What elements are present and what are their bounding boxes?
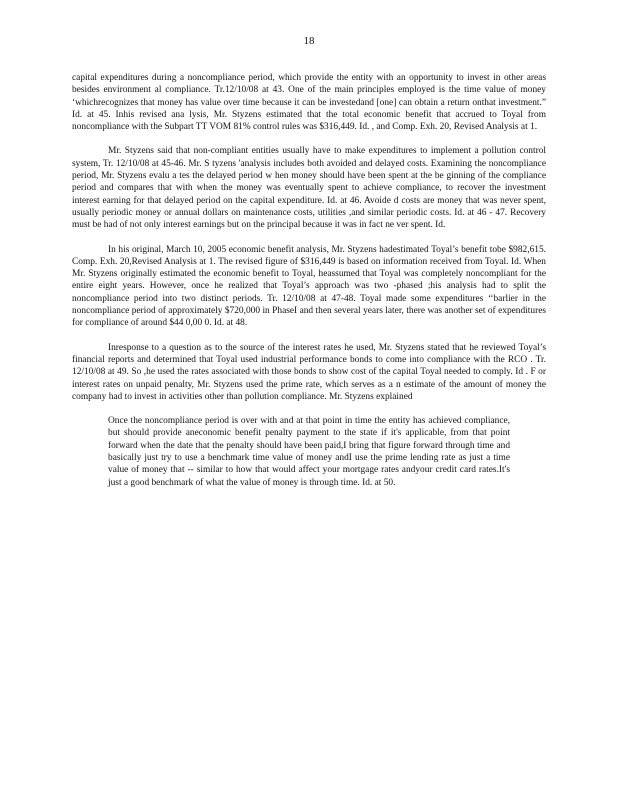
paragraph-1: capital expenditures during a noncompliance period, which provide the entity with an opportunity to invest in other areas besides environment al compliance. Tr.12/10/08 at 43. One of the main principles employed is the time value of money ‘whichrecognizes that money has value over time because it can be investedand [one] can obtain a return onthat investment.” Id. at 45. Inhis revised ana lysis, Mr. Styzens estimated that the total economic benefit that accrued to Toyal from noncompliance with the Subpart TT VOM 81% control rules was $316,449. Id. , and Comp. Exh. 20, Revised Analysis at 1.	[72, 73, 546, 133]
document-body	[72, 72, 546, 489]
paragraph-2: Mr. Styzens said that non-compliant entities usually have to make expenditures to implement a pollution control system, Tr. 12/10/08 at 45-46. Mr. S tyzens 'analysis includes both avoided and delayed costs. Examining the noncompliance period, Mr. Styzens evalu a tes the delayed period w hen money should have been spent at the be ginning of the compliance period and compares that with when the money was eventually spent to achieve compliance, to recover the investment interest earning for that delayed period on the capital expenditure. Id. at 46. Avoide d costs are money that was never spent, usually periodic money or annual dollars on maintenance costs, utilities ,and similar periodic costs. Id. at 46 - 47. Recovery must be had of not only interest earnings but on the principal because it was in fact ne ver spent. Id.	[72, 146, 546, 231]
paragraph-4: Inresponse to a question as to the source of the interest rates he used, Mr. Styzens stated that he reviewed Toyal’s financial reports and determined that Toyal used industrial performance bonds to come into compliance with the RCO . Tr. 12/10/08 at 49. So ,he used the rates associated with those bonds to show cost of the capital Toyal needed to comply. Id . F or interest rates on unpaid penalty, Mr. Styzens used the prime rate, which serves as a n estimate of the amount of money the company had to invest in activities other than pollution compliance. Mr. Styzens explained	[72, 342, 546, 402]
paragraph-3: In his original, March 10, 2005 economic benefit analysis, Mr. Styzens hadestimated Toyal’s benefit tobe $982,615. Comp. Exh. 20,Revised Analysis at 1. The revised figure of $316,449 is based on information received from Toyal. Id. When Mr. Styzens originally estimated the economic benefit to Toyal, heassumed that Toyal was completely noncompliant for the entire eight years. However, once he realized that Toyal’s approach was two -phased ;his analysis had to split the noncompliance period into two distinct periods. Tr. 12/10/08 at 47-48. Toyal made some expenditures ‘‘barlier in the noncompliance period of approximately $720,000 in PhaseI and then several years later, there was another set of expenditures for compliance of around $44 0,00 0. Id. at 48.	[72, 244, 546, 329]
block-quote: Once the noncompliance period is over with and at that point in time the entity has achieved compliance, but should provide aneconomic benefit penalty payment to the state if it's applicable, from that point forward when the date that the penalty should have been paid,I bring that figure forward through time and basically just try to use a benchmark time value of money andI use the prime lending rate as just a time value of money that -- similar to how that would affect your mortgage rates andyour credit card rates.It's just a good benchmark of what the value of money is through time. Id. at 50.	[108, 416, 510, 488]
page-number: 18	[303, 35, 315, 47]
